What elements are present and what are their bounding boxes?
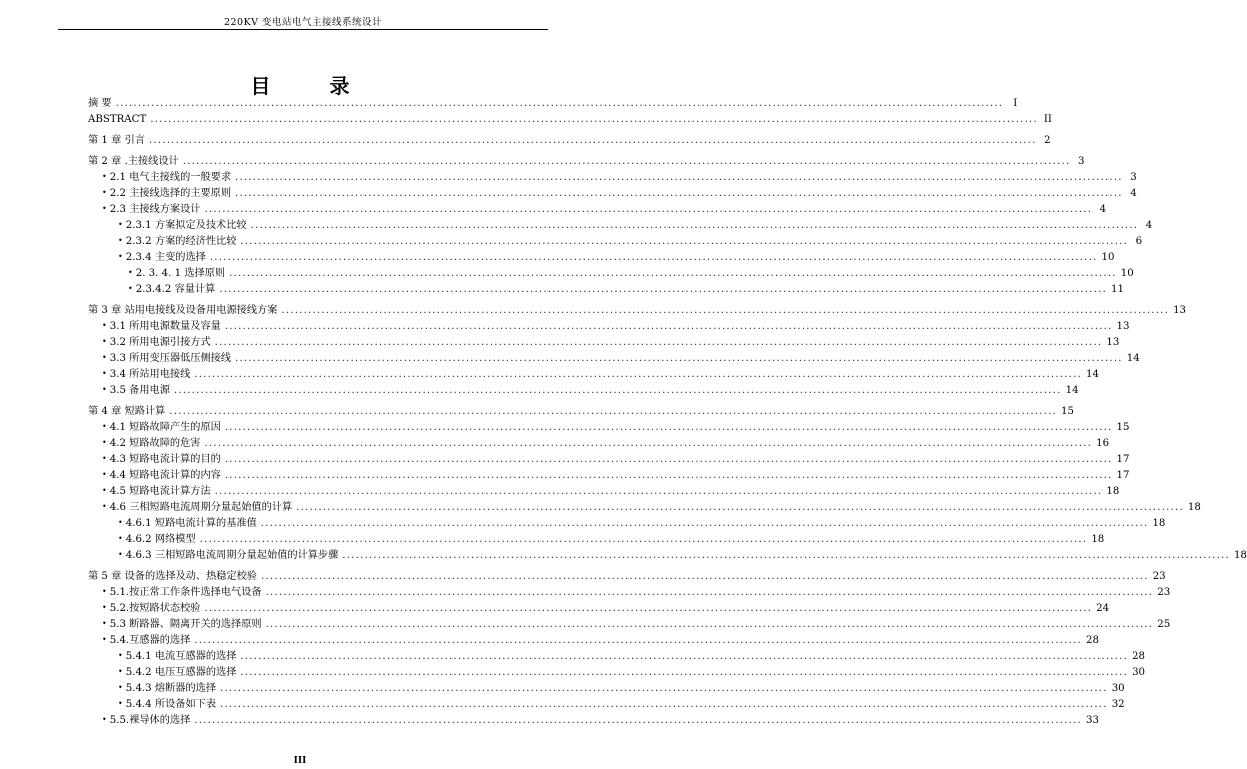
dot-leader: ........................................................................................................................................................................................................ (265, 587, 1154, 598)
toc-entry-label (88, 303, 277, 319)
toc-entry-text: 5.4.互感器的选择 (109, 635, 191, 646)
toc-page-number: 33 (1085, 715, 1099, 726)
toc-entry-label (102, 484, 211, 500)
toc-page-number: 25 (1157, 619, 1171, 630)
toc-entry-text: 4.1 短路故障产生的原因 (109, 422, 221, 433)
header-divider (58, 29, 548, 30)
dot-leader: ........................................................................................................................................................................................................ (204, 603, 1093, 614)
toc-section-entry[interactable] (88, 170, 1137, 186)
toc-entry-label (102, 202, 200, 218)
toc-page-number: 4 (1145, 220, 1153, 231)
toc-entry-label (118, 548, 338, 564)
toc-entry-label (102, 335, 211, 351)
toc-entry-text: 4.2 短路故障的危害 (109, 438, 201, 449)
toc-section-entry[interactable] (88, 218, 1153, 234)
toc-entry-label (88, 569, 257, 585)
toc-entry-label (102, 383, 170, 399)
dot-leader: ........................................................................................................................................................................................................ (235, 172, 1123, 183)
bullet-icon: • (102, 454, 107, 463)
toc-section-entry[interactable] (88, 367, 1099, 383)
toc-entry-label (118, 218, 247, 234)
toc-section-entry[interactable] (88, 452, 1130, 468)
page-number: III (293, 756, 307, 766)
toc-chapter-entry[interactable] (88, 133, 1051, 149)
toc-entry-label (118, 250, 206, 266)
toc-chapter-entry[interactable] (88, 404, 1074, 420)
toc-entry-text: 2.2 主接线选择的主要原则 (109, 188, 232, 199)
toc-page-number: 18 (1106, 486, 1120, 497)
toc-entry-label (118, 649, 236, 665)
toc-entry-text: 5.4.3 熔断器的选择 (125, 683, 217, 694)
bullet-icon: • (102, 715, 107, 724)
toc-section-entry[interactable] (88, 266, 1134, 282)
toc-chapter-entry[interactable] (88, 96, 1018, 112)
toc-entry-text: 3.3 所用变压器低压侧接线 (109, 353, 232, 364)
toc-section-entry[interactable] (88, 351, 1140, 367)
dot-leader: ........................................................................................................................................................................................................ (194, 635, 1082, 646)
toc-entry-text: 3.1 所用电源数量及容量 (109, 321, 221, 332)
table-of-contents (88, 96, 1247, 729)
toc-entry-text: 5.4.2 电压互感器的选择 (125, 667, 237, 678)
toc-entry-text: 4.3 短路电流计算的目的 (109, 454, 221, 465)
bullet-icon: • (118, 534, 123, 543)
toc-page-number: 15 (1116, 422, 1130, 433)
toc-entry-label (88, 96, 112, 112)
toc-entry-text: 2. 3. 4. 1 选择原则 (135, 268, 226, 279)
toc-page-number: 18 (1091, 534, 1105, 545)
toc-section-entry[interactable] (88, 436, 1110, 452)
toc-section-entry[interactable] (88, 665, 1146, 681)
toc-page-number: 15 (1061, 406, 1074, 417)
bullet-icon: • (102, 369, 107, 378)
toc-entry-text: 4.6.1 短路电流计算的基准值 (125, 518, 257, 529)
toc-page-number: 24 (1096, 603, 1110, 614)
bullet-icon: • (102, 619, 107, 628)
dot-leader: ........................................................................................................................................................................................................ (281, 305, 1170, 316)
running-header: 220KV 变电站电气主接线系统设计 (223, 17, 383, 28)
toc-entry-label (102, 319, 221, 335)
dot-leader: ........................................................................................................................................................................................................ (173, 385, 1062, 396)
toc-entry-label (88, 112, 146, 128)
toc-entry-text: 5.5.裸导体的选择 (109, 715, 191, 726)
dot-leader: ........................................................................................................................................................................................................ (224, 454, 1113, 465)
toc-entry-text: 2.3 主接线方案设计 (109, 204, 201, 215)
toc-page-number: 30 (1111, 683, 1125, 694)
toc-page-number: 13 (1116, 321, 1130, 332)
toc-section-entry[interactable] (88, 250, 1115, 266)
bullet-icon: • (102, 337, 107, 346)
toc-entry-text: 第 2 章 .主接线设计 (88, 156, 179, 167)
toc-section-entry[interactable] (88, 585, 1171, 601)
toc-entry-label (118, 234, 236, 250)
bullet-icon: • (102, 353, 107, 362)
dot-leader: ........................................................................................................................................................................................................ (240, 667, 1129, 678)
dot-leader: ........................................................................................................................................................................................................ (214, 486, 1103, 497)
bullet-icon: • (118, 667, 123, 676)
dot-leader: ........................................................................................................................................................................................................ (235, 353, 1123, 364)
toc-entry-label (102, 452, 221, 468)
dot-leader: ........................................................................................................................................................................................................ (235, 188, 1123, 199)
page-title: 目 录 (250, 74, 376, 98)
toc-section-entry[interactable] (88, 500, 1201, 516)
dot-leader: ........................................................................................................................................................................................................ (219, 284, 1108, 295)
dot-leader: ........................................................................................................................................................................................................ (229, 268, 1117, 279)
toc-entry-text: 第 5 章 设备的选择及动、热稳定校验 (88, 571, 258, 582)
toc-page-number: 3 (1130, 172, 1137, 183)
toc-page-number: 28 (1085, 635, 1099, 646)
toc-section-entry[interactable] (88, 516, 1166, 532)
toc-entry-text: 5.4.4 所设备如下表 (125, 699, 217, 710)
dot-leader: ........................................................................................................................................................................................................ (240, 236, 1129, 247)
toc-entry-label (102, 617, 262, 633)
toc-chapter-entry[interactable] (88, 569, 1166, 585)
toc-section-entry[interactable] (88, 697, 1125, 713)
bullet-icon: • (118, 683, 123, 692)
dot-leader: ........................................................................................................................................................................................................ (209, 252, 1098, 263)
bullet-icon: • (102, 502, 107, 511)
toc-entry-text: 5.4.1 电流互感器的选择 (125, 651, 237, 662)
toc-entry-label (102, 170, 231, 186)
dot-leader: ........................................................................................................................................................................................................ (240, 651, 1129, 662)
toc-entry-label (118, 532, 196, 548)
toc-page-number: 14 (1065, 385, 1079, 396)
toc-entry-text: 第 3 章 站用电接线及设备用电源接线方案 (88, 305, 278, 316)
toc-page-number: 4 (1099, 204, 1107, 215)
toc-page-number: 14 (1126, 353, 1140, 364)
toc-entry-text: 5.1.按正常工作条件选择电气设备 (109, 587, 262, 598)
toc-page-number: 28 (1132, 651, 1146, 662)
dot-leader: ........................................................................................................................................................................................................ (220, 699, 1108, 710)
toc-section-entry[interactable] (88, 633, 1099, 649)
toc-entry-text: 第 1 章 引言 (88, 135, 145, 146)
toc-entry-text: 摘 要 (88, 98, 112, 109)
toc-section-entry[interactable] (88, 282, 1124, 298)
dot-leader: ........................................................................................................................................................................................................ (182, 156, 1071, 167)
dot-leader: ........................................................................................................................................................................................................ (150, 114, 1038, 125)
toc-entry-text: 4.5 短路电流计算方法 (109, 486, 211, 497)
toc-page-number: 13 (1173, 305, 1187, 316)
toc-page-number: 30 (1132, 667, 1146, 678)
dot-leader: ........................................................................................................................................................................................................ (265, 619, 1154, 630)
dot-leader: ........................................................................................................................................................................................................ (169, 406, 1057, 417)
toc-entry-text: 2.1 电气主接线的一般要求 (109, 172, 232, 183)
dot-leader: ........................................................................................................................................................................................................ (261, 571, 1149, 582)
bullet-icon: • (102, 321, 107, 330)
bullet-icon: • (118, 220, 123, 229)
toc-entry-label (128, 282, 215, 298)
bullet-icon: • (102, 470, 107, 479)
toc-chapter-entry[interactable] (88, 112, 1052, 128)
dot-leader: ........................................................................................................................................................................................................ (214, 337, 1103, 348)
bullet-icon: • (102, 603, 107, 612)
toc-section-entry[interactable] (88, 383, 1079, 399)
toc-chapter-entry[interactable] (88, 154, 1085, 170)
toc-entry-text: 第 4 章 短路计算 (88, 406, 166, 417)
toc-entry-text: 2.3.1 方案拟定及技术比较 (125, 220, 247, 231)
toc-section-entry[interactable] (88, 617, 1171, 633)
bullet-icon: • (102, 486, 107, 495)
dot-leader: ........................................................................................................................................................................................................ (194, 715, 1082, 726)
toc-section-entry[interactable] (88, 234, 1143, 250)
toc-entry-text: 3.4 所站用电接线 (109, 369, 191, 380)
toc-page-number: 17 (1116, 470, 1130, 481)
bullet-icon: • (118, 236, 123, 245)
dot-leader: ........................................................................................................................................................................................................ (224, 422, 1113, 433)
toc-entry-label (118, 681, 216, 697)
toc-page-number: 32 (1111, 699, 1125, 710)
toc-entry-label (102, 500, 292, 516)
toc-entry-text: 3.5 备用电源 (109, 385, 170, 396)
toc-entry-label (102, 585, 262, 601)
toc-entry-text: 4.4 短路电流计算的内容 (109, 470, 221, 481)
toc-entry-label (118, 516, 257, 532)
toc-page-number: 14 (1085, 369, 1099, 380)
toc-entry-label (102, 713, 190, 729)
toc-section-entry[interactable] (88, 420, 1130, 436)
toc-entry-text: 2.3.4 主变的选择 (125, 252, 206, 263)
dot-leader: ........................................................................................................................................................................................................ (224, 321, 1113, 332)
dot-leader: ........................................................................................................................................................................................................ (250, 220, 1139, 231)
toc-entry-label (118, 697, 216, 713)
toc-section-entry[interactable] (88, 681, 1125, 697)
toc-entry-text: 4.6.2 网络模型 (125, 534, 196, 545)
dot-leader: ........................................................................................................................................................................................................ (199, 534, 1088, 545)
toc-page-number: I (1013, 98, 1018, 109)
bullet-icon: • (102, 438, 107, 447)
dot-leader: ........................................................................................................................................................................................................ (194, 369, 1082, 380)
toc-page-number: 10 (1101, 252, 1115, 263)
toc-section-entry[interactable] (88, 548, 1247, 564)
bullet-icon: • (128, 268, 133, 277)
bullet-icon: • (102, 188, 107, 197)
toc-page-number: 18 (1233, 550, 1247, 561)
toc-section-entry[interactable] (88, 202, 1107, 218)
toc-entry-text: 4.6.3 三相短路电流周期分量起始值的计算步骤 (125, 550, 339, 561)
toc-page-number: 16 (1096, 438, 1110, 449)
toc-section-entry[interactable] (88, 468, 1130, 484)
toc-section-entry[interactable] (88, 335, 1120, 351)
bullet-icon: • (102, 172, 107, 181)
toc-entry-label (128, 266, 225, 282)
bullet-icon: • (118, 518, 123, 527)
toc-page-number: 13 (1106, 337, 1120, 348)
bullet-icon: • (118, 699, 123, 708)
toc-page-number: II (1043, 114, 1052, 125)
dot-leader: ........................................................................................................................................................................................................ (204, 204, 1093, 215)
toc-entry-label (88, 154, 179, 170)
toc-entry-label (102, 186, 231, 202)
toc-section-entry[interactable] (88, 713, 1099, 729)
toc-page-number: 11 (1111, 284, 1124, 295)
toc-entry-text: 4.6 三相短路电流周期分量起始值的计算 (109, 502, 293, 513)
toc-section-entry[interactable] (88, 601, 1110, 617)
dot-leader: ........................................................................................................................................................................................................ (260, 518, 1149, 529)
toc-entry-label (102, 601, 200, 617)
bullet-icon: • (128, 284, 133, 293)
bullet-icon: • (102, 635, 107, 644)
dot-leader: ........................................................................................................................................................................................................ (342, 550, 1230, 561)
toc-entry-text: ABSTRACT (88, 114, 147, 125)
toc-section-entry[interactable] (88, 532, 1105, 548)
dot-leader: ........................................................................................................................................................................................................ (148, 135, 1037, 146)
toc-entry-text: 5.2.按短路状态校验 (109, 603, 201, 614)
toc-entry-label (102, 420, 221, 436)
toc-page-number: 17 (1116, 454, 1130, 465)
toc-entry-label (102, 367, 190, 383)
bullet-icon: • (102, 385, 107, 394)
toc-page-number: 10 (1120, 268, 1134, 279)
dot-leader: ........................................................................................................................................................................................................ (224, 470, 1113, 481)
toc-entry-label (102, 468, 221, 484)
toc-entry-text: 2.3.2 方案的经济性比较 (125, 236, 237, 247)
toc-entry-label (88, 133, 145, 149)
toc-entry-label (102, 351, 231, 367)
toc-chapter-entry[interactable] (88, 303, 1187, 319)
toc-entry-label (118, 665, 236, 681)
toc-page-number: 23 (1152, 571, 1166, 582)
toc-section-entry[interactable] (88, 649, 1146, 665)
toc-section-entry[interactable] (88, 186, 1137, 202)
bullet-icon: • (102, 204, 107, 213)
toc-entry-label (88, 404, 165, 420)
dot-leader: ........................................................................................................................................................................................................ (204, 438, 1093, 449)
dot-leader: ........................................................................................................................................................................................................ (115, 98, 1004, 109)
toc-entry-label (102, 436, 200, 452)
bullet-icon: • (102, 422, 107, 431)
toc-page-number: 4 (1130, 188, 1137, 199)
bullet-icon: • (118, 651, 123, 660)
toc-page-number: 2 (1044, 135, 1051, 146)
toc-page-number: 23 (1157, 587, 1171, 598)
dot-leader: ........................................................................................................................................................................................................ (220, 683, 1108, 694)
toc-page-number: 18 (1152, 518, 1166, 529)
toc-page-number: 18 (1187, 502, 1201, 513)
toc-entry-text: 2.3.4.2 容量计算 (135, 284, 216, 295)
toc-page-number: 6 (1135, 236, 1143, 247)
toc-entry-text: 5.3 断路器、隔离开关的选择原则 (109, 619, 262, 630)
dot-leader: ........................................................................................................................................................................................................ (296, 502, 1184, 513)
toc-entry-text: 3.2 所用电源引接方式 (109, 337, 211, 348)
toc-page-number: 3 (1077, 156, 1085, 167)
toc-section-entry[interactable] (88, 319, 1130, 335)
toc-section-entry[interactable] (88, 484, 1120, 500)
bullet-icon: • (118, 550, 123, 559)
bullet-icon: • (102, 587, 107, 596)
toc-entry-label (102, 633, 190, 649)
bullet-icon: • (118, 252, 123, 261)
